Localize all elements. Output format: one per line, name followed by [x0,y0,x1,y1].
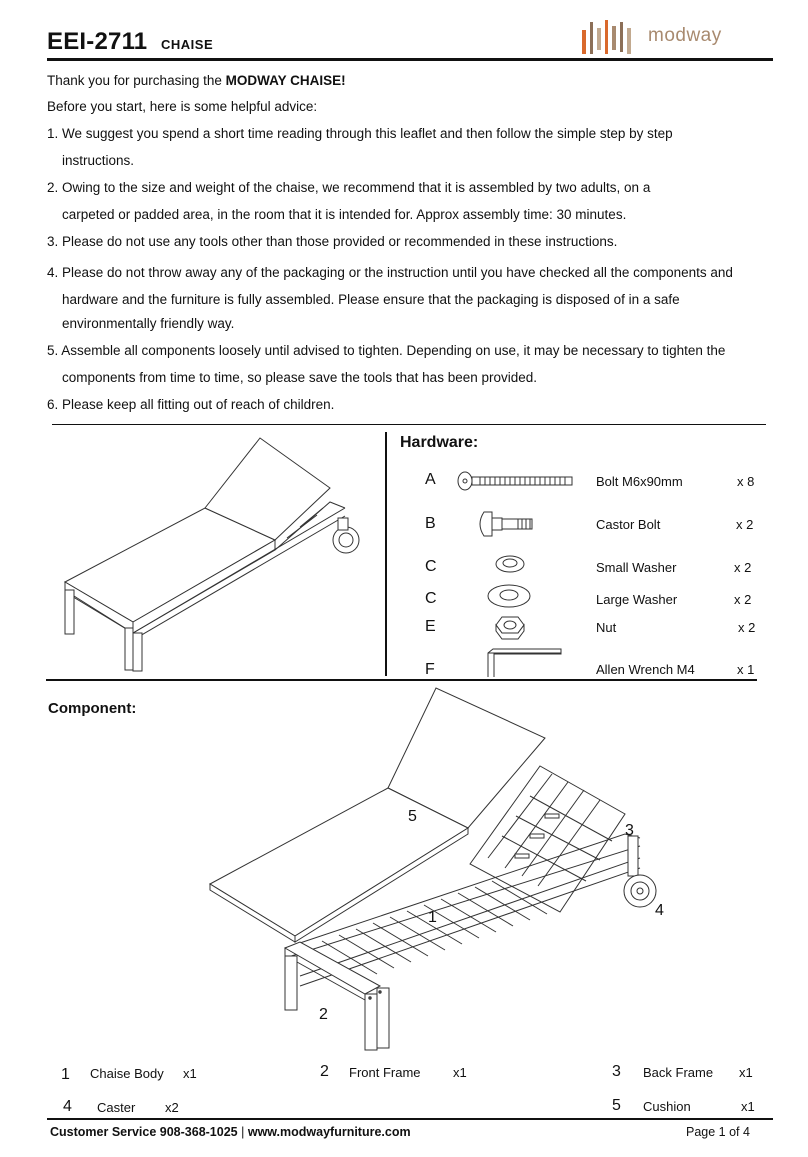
legend-1-name: Chaise Body [90,1066,164,1081]
hardware-a-qty: x 8 [737,474,755,489]
footer-contact [50,1125,411,1139]
legend-5-name: Cushion [643,1099,691,1114]
hardware-a-letter: A [425,471,436,488]
callout-cushion: 5 [408,808,417,825]
castor-bolt-icon [478,510,538,538]
legend-4-qty: x2 [165,1100,179,1115]
section-divider-vertical [385,432,387,676]
tip-5-line-2: components from time to time, so please save the tools that has been provided. [62,370,538,385]
callout-back-frame: 3 [625,822,634,839]
nut-icon [492,613,528,641]
tip-5-line-1: 5. Assemble all components loosely until advised to tighten. Depending on use, it may be necessary to tighten the [47,343,726,358]
hardware-e-qty: x 2 [738,620,756,635]
brand-wordmark: modway [648,25,722,46]
hardware-e-letter: E [425,618,436,635]
tip-4-line-3: environmentally friendly way. [62,316,235,331]
hardware-f-qty: x 1 [737,662,755,677]
advice-heading: Before you start, here is some helpful advice: [47,99,318,114]
legend-3-qty: x1 [739,1065,753,1080]
thanks-product: MODWAY CHAISE [225,73,342,88]
product-name: CHAISE [161,37,214,52]
hardware-f-letter: F [425,661,435,678]
hardware-a-name: Bolt M6x90mm [596,474,683,489]
hardware-e-name: Nut [596,620,617,635]
tip-6-line-1: 6. Please keep all fitting out of reach of children. [47,397,335,412]
website-link[interactable]: www.modwayfurniture.com [247,1125,411,1139]
tip-1-line-2: instructions. [62,153,135,168]
hardware-f-name: Allen Wrench M4 [596,662,695,677]
legend-2-qty: x1 [453,1065,467,1080]
legend-4-name: Caster [97,1100,136,1115]
callout-front-frame: 2 [319,1006,328,1023]
legend-4-num: 4 [63,1098,72,1115]
small-washer-icon [492,552,528,576]
thanks-suffix: ! [341,73,346,88]
tip-1-line-1: 1. We suggest you spend a short time reading through this leaflet and then follow the simple step by step [47,126,673,141]
hardware-c-large-name: Large Washer [596,592,678,607]
tip-4-line-1: 4. Please do not throw away any of the packaging or the instruction until you have checked all the components and [47,265,733,280]
legend-5-num: 5 [612,1097,621,1114]
legend-3-name: Back Frame [643,1065,714,1080]
component-title: Component: [48,700,137,717]
hardware-c-large-qty: x 2 [734,592,752,607]
logo-bars-icon [580,18,644,56]
callout-chaise-body: 1 [428,909,437,926]
chaise-overview-illustration [55,430,365,675]
hardware-c-large-letter: C [425,590,437,607]
page-number: Page 1 of 4 [686,1125,750,1139]
hardware-b-name: Castor Bolt [596,517,661,532]
tip-2-line-2: carpeted or padded area, in the room that it is intended for. Approx assembly time: 30 minutes. [62,207,627,222]
model-number: EEI-2711 [47,28,148,55]
footer-rule [47,1118,773,1120]
brand-logo [580,18,730,56]
tip-4-line-2: hardware and the furniture is fully assembled. Please ensure that the packaging is disposed of in a safe [62,292,680,307]
section-divider-top [52,424,766,425]
hardware-title: Hardware: [400,434,479,451]
header-rule [47,58,773,61]
bolt-icon [455,469,580,493]
section-divider-bottom [46,679,757,681]
tip-2-line-1: 2. Owing to the size and weight of the chaise, we recommend that it is assembled by two adults, on a [47,180,651,195]
hardware-c-small-qty: x 2 [734,560,752,575]
thanks-prefix: Thank you for purchasing the [47,73,226,88]
large-washer-icon [485,582,533,610]
customer-service: Customer Service 908-368-1025 [50,1125,238,1139]
hardware-c-small-name: Small Washer [596,560,677,575]
hardware-c-small-letter: C [425,558,437,575]
hardware-b-qty: x 2 [736,517,754,532]
legend-2-name: Front Frame [349,1065,421,1080]
legend-3-num: 3 [612,1063,621,1080]
footer-separator: | [241,1125,245,1139]
thanks-line [47,72,346,90]
legend-1-qty: x1 [183,1066,197,1081]
legend-2-num: 2 [320,1063,329,1080]
hardware-b-letter: B [425,515,436,532]
legend-1-num: 1 [61,1066,70,1083]
tip-3-line-1: 3. Please do not use any tools other than those provided or recommended in these instructions. [47,234,618,249]
allen-wrench-icon [485,647,565,679]
callout-caster: 4 [655,902,664,919]
chaise-exploded-illustration [200,686,670,1056]
legend-5-qty: x1 [741,1099,755,1114]
